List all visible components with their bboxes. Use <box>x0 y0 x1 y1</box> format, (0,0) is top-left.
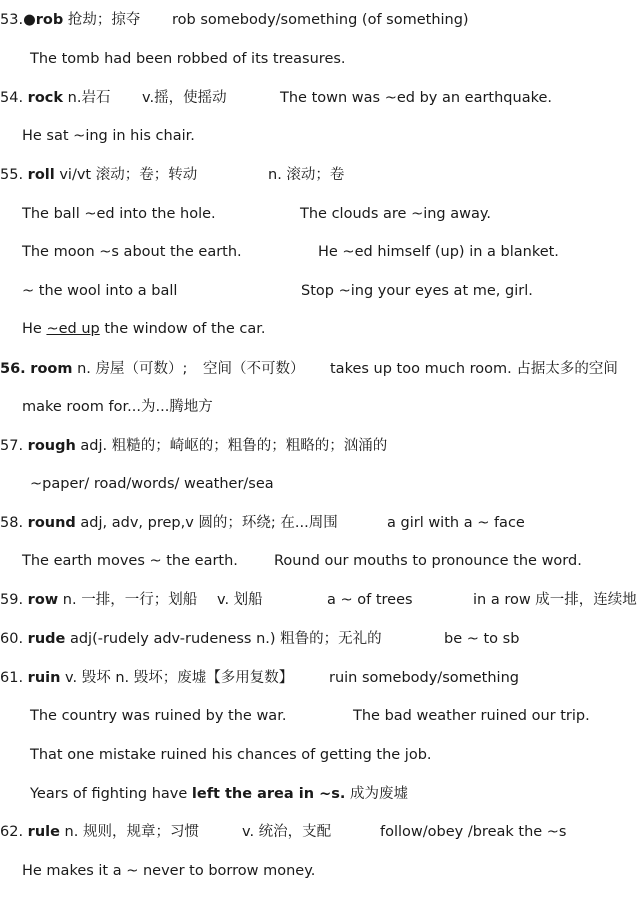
text: 62. <box>0 824 28 840</box>
text: Round our mouths to pronounce the word. <box>274 553 582 569</box>
headword: row <box>27 592 59 608</box>
text: adj, adv, prep,v 圆的；环绕; 在...周围 <box>75 515 338 531</box>
entry-line <box>0 9 640 31</box>
text-segment <box>172 9 469 31</box>
text: He sat ~ing in his chair. <box>22 128 195 144</box>
text: a girl with a ~ face <box>387 515 525 531</box>
text: The town was ~ed by an earthquake. <box>280 90 552 106</box>
entry-line <box>0 280 640 302</box>
text: He makes it a ~ never to borrow money. <box>22 863 316 879</box>
text: vi/vt 滚动；卷；转动 <box>54 167 198 183</box>
text: 55. <box>0 167 28 183</box>
entry-line <box>0 860 640 882</box>
text-segment <box>387 512 525 534</box>
text: n. 规则，规章；习惯 <box>59 824 199 840</box>
underlined-phrase: ~ed up <box>46 321 100 337</box>
text-segment <box>22 280 177 302</box>
text-segment <box>22 318 265 340</box>
text: the window of the car. <box>99 321 266 337</box>
text: ruin somebody/something <box>329 670 519 686</box>
headword: round <box>27 515 76 531</box>
text-segment <box>473 589 637 611</box>
entry-line <box>0 667 640 689</box>
text: v. 毁坏 n. 毁坏；废墟【多用复数】 <box>60 670 294 686</box>
headword: rough <box>27 438 76 454</box>
text-segment <box>444 628 519 650</box>
entry-line <box>0 550 640 572</box>
headword: 56. <box>0 361 26 377</box>
entry-line <box>0 435 640 457</box>
text: v. 统治，支配 <box>242 824 332 840</box>
entry-line <box>0 396 640 418</box>
text: The clouds are ~ing away. <box>300 206 491 222</box>
text: 58. <box>0 515 28 531</box>
headword: room <box>30 361 73 377</box>
text-segment <box>0 821 199 843</box>
text: 54. <box>0 90 28 106</box>
text: a ~ of trees <box>327 592 413 608</box>
text: He ~ed himself (up) in a blanket. <box>318 244 559 260</box>
text: n. 房屋（可数）; <box>72 361 188 377</box>
text-segment <box>217 589 263 611</box>
headword: ruin <box>27 670 61 686</box>
text: 61. <box>0 670 28 686</box>
text: 抢劫；掠夺 <box>63 12 141 28</box>
text-segment <box>0 512 338 534</box>
text: He <box>22 321 47 337</box>
text-segment <box>301 280 533 302</box>
text-segment <box>0 87 110 109</box>
entry-line <box>0 744 640 766</box>
headword: ●rob <box>23 12 64 28</box>
text: make room for...为...腾地方 <box>22 399 213 415</box>
text: rob somebody/something (of something) <box>172 12 469 28</box>
text: ~paper/ road/words/ weather/sea <box>30 476 274 492</box>
text-segment <box>30 473 274 495</box>
text: 成为废墟 <box>345 786 408 802</box>
text-segment <box>280 87 552 109</box>
headword: left the area in ~s. <box>191 786 346 802</box>
text-segment <box>0 667 293 689</box>
text: adj. 粗糙的；崎岖的；粗鲁的；粗略的；汹涌的 <box>75 438 388 454</box>
text: takes up too much room. 占据太多的空间 <box>330 361 618 377</box>
entry-line <box>0 628 640 650</box>
text-segment <box>22 241 242 263</box>
entry-line <box>0 512 640 534</box>
headword: rock <box>27 90 64 106</box>
text: 空间（不可数） <box>203 361 305 377</box>
entry-line <box>0 783 640 805</box>
entry-line <box>0 48 640 70</box>
text: 53. <box>0 12 24 28</box>
entry-line <box>0 821 640 843</box>
text-segment <box>22 550 238 572</box>
entry-line <box>0 87 640 109</box>
entry-line <box>0 241 640 263</box>
text: That one mistake ruined his chances of getting the job. <box>30 747 432 763</box>
text-segment <box>300 203 491 225</box>
text-segment <box>318 241 559 263</box>
headword: roll <box>27 167 55 183</box>
text-segment <box>380 821 567 843</box>
text-segment <box>203 358 305 380</box>
entry-line <box>0 318 640 340</box>
entry-line <box>0 125 640 147</box>
text: follow/obey /break the ~s <box>380 824 567 840</box>
headword: rule <box>27 824 60 840</box>
text: 60. <box>0 631 28 647</box>
text-segment <box>327 589 413 611</box>
text: The ball ~ed into the hole. <box>22 206 216 222</box>
text: 59. <box>0 592 28 608</box>
text-segment <box>268 164 344 186</box>
text-segment <box>0 358 187 380</box>
text: v. 划船 <box>217 592 263 608</box>
text-segment <box>30 48 346 70</box>
text-segment <box>242 821 331 843</box>
text-segment <box>353 705 590 727</box>
text: ~ the wool into a ball <box>22 283 178 299</box>
text: The country was ruined by the war. <box>30 708 287 724</box>
text-segment <box>0 628 382 650</box>
text: n. 一排，一行；划船 <box>58 592 198 608</box>
text-segment <box>30 783 408 805</box>
text: 57. <box>0 438 28 454</box>
text: The tomb had been robbed of its treasures. <box>30 51 346 67</box>
text-segment <box>22 125 195 147</box>
entry-line <box>0 164 640 186</box>
entry-line <box>0 203 640 225</box>
text-segment <box>274 550 582 572</box>
text: n.岩石 <box>63 90 111 106</box>
text: v.摇，使摇动 <box>142 90 227 106</box>
text: in a row 成一排，连续地 <box>473 592 637 608</box>
text: n. 滚动；卷 <box>268 167 345 183</box>
text: adj(-rudely adv-rudeness n.) 粗鲁的；无礼的 <box>65 631 382 647</box>
entry-line <box>0 358 640 380</box>
text: be ~ to sb <box>444 631 520 647</box>
text-segment <box>0 435 387 457</box>
text-segment <box>330 358 618 380</box>
entry-line <box>0 705 640 727</box>
text-segment <box>0 9 140 31</box>
text: The earth moves ~ the earth. <box>22 553 238 569</box>
text-segment <box>30 705 286 727</box>
text: Stop ~ing your eyes at me, girl. <box>301 283 533 299</box>
text-segment <box>30 744 432 766</box>
text-segment <box>142 87 227 109</box>
text-segment <box>329 667 519 689</box>
text: The moon ~s about the earth. <box>22 244 242 260</box>
text-segment <box>0 164 197 186</box>
text-segment <box>22 860 315 882</box>
text-segment <box>0 589 197 611</box>
text: The bad weather ruined our trip. <box>353 708 590 724</box>
entry-line <box>0 589 640 611</box>
text-segment <box>22 203 216 225</box>
headword: rude <box>27 631 66 647</box>
text: Years of fighting have <box>30 786 192 802</box>
entry-line <box>0 473 640 495</box>
text-segment <box>22 396 213 418</box>
